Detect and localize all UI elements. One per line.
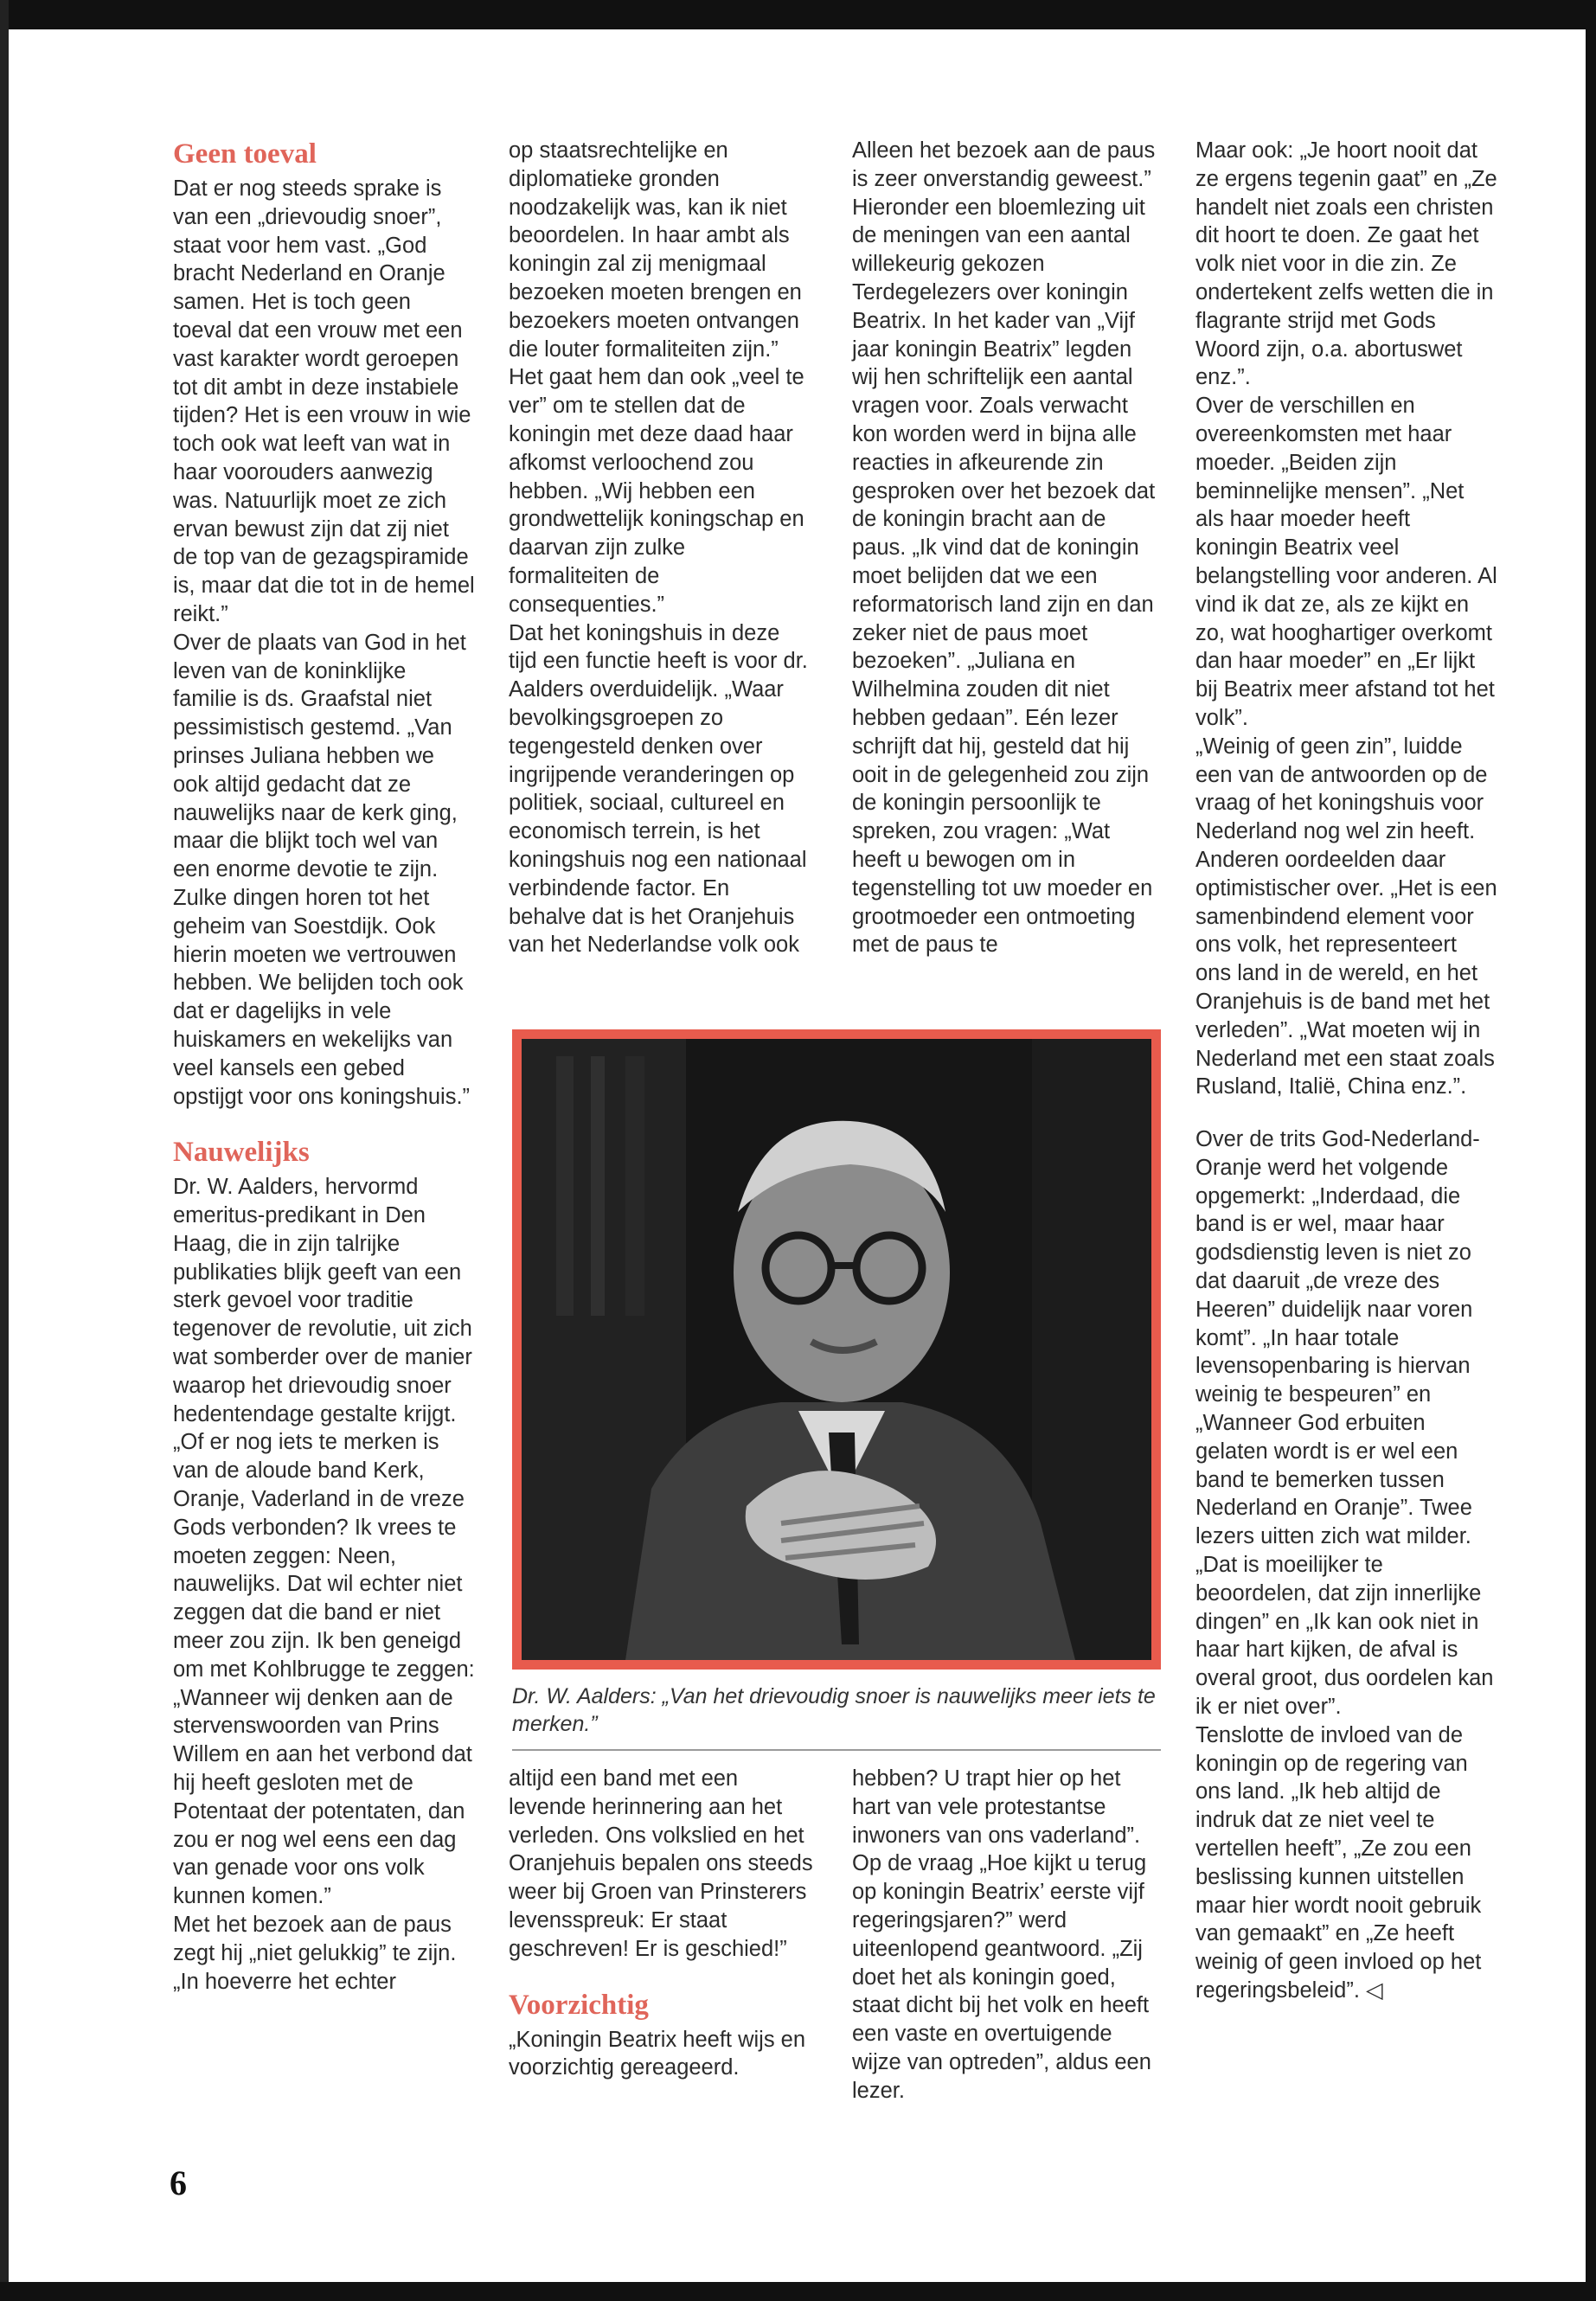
- paragraph: Over de trits God-Nederland-Oranje werd het volgende opgemerkt: „Inderdaad, die band is er wel, maar haar godsdienstig leven is niet zo dat daaruit „de vreze des Heeren” duidelijk naar voren komt”. „In haar totale levensopenbaring is hiervan weinig te bespeuren” en „Wanneer God erbuiten gelaten wordt is er wel een band te bemerken tussen Nederland en Oranje”. Twee lezers uitten zich wat milder. „Dat is moeilijker te beoordelen, dat zijn innerlijke dingen” en „Ik kan ook niet in haar hart kijken, de afval is overal groot, dus oordelen kan ik er niet over”.: [1195, 1127, 1494, 1720]
- paragraph: Met het bezoek aan de paus zegt hij „niet gelukkig” te zijn. „In hoeverre het echter: [173, 1913, 457, 1994]
- column-2: [509, 137, 810, 959]
- heading-geen-toeval: Geen toeval: [173, 138, 317, 170]
- page-frame-left: [0, 0, 9, 2301]
- column-1: [173, 137, 476, 1996]
- portrait-photo: [522, 1039, 1151, 1660]
- paragraph: Dat er nog steeds sprake is van een „drievoudig snoer”, staat voor hem vast. „God bracht Nederland en Oranje samen. Het is toch geen toeval dat een vrouw met een vast karakter wordt geroepen tot dit ambt in deze instabiele tijden? Het is een vrouw in wie toch ook wat leeft van wat in haar voorouders aanwezig was. Natuurlijk moet ze zich ervan bewust zijn dat zij niet de top van de gezagspiramide is, maar dat die tot in de hemel reikt.”: [173, 176, 475, 626]
- paragraph: hebben? U trapt hier op het hart van vele protestantse inwoners van ons vaderland”.: [852, 1766, 1141, 1848]
- paragraph: Maar ook: „Je hoort nooit dat ze ergens tegenin gaat” en „Ze handelt niet zoals een christen dit hoort te doen. Ze gaat het volk niet voor in die zin. Ze ondertekent zelfs wetten die in flagrante strijd met Gods Woord zijn, o.a. abortuswet enz.”.: [1195, 138, 1497, 390]
- paragraph: Tenslotte de invloed van de koningin op de regering van ons land. „Ik heb altijd de indruk dat ze niet veel te vertellen heeft”, „Ze zou een beslissing kunnen uitstellen maar hier wordt nooit gebruik van gemaakt” en „Ze heeft weinig of geen invloed op het regeringsbeleid”. ◁: [1195, 1722, 1482, 2003]
- column-3-lower: [852, 1765, 1163, 2106]
- page-frame-right: [1586, 0, 1596, 2301]
- photo-caption: Dr. W. Aalders: „Van het drievoudig snoer is nauwelijks meer iets te merken.”: [512, 1684, 1156, 1736]
- page-frame-bottom: [0, 2282, 1596, 2301]
- paragraph: Over de verschillen en overeenkomsten met haar moeder. „Beiden zijn beminnelijke mensen”. „Net als haar moeder heeft koningin Beatrix veel belangstelling voor anderen. Al vind ik dat ze, als ze kijkt en zo, wat hooghartiger overkomt dan haar moeder” en „Er lijkt bij Beatrix meer afstand tot het volk”.: [1195, 394, 1497, 730]
- page-number: 6: [170, 2163, 187, 2202]
- paragraph: „Koningin Beatrix heeft wijs en voorzichtig gereageerd.: [509, 2027, 806, 2080]
- heading-voorzichtig: Voorzichtig: [509, 1989, 649, 2021]
- paragraph: Dat het koningshuis in deze tijd een functie heeft is voor dr. Aalders overduidelijk. „Waar bevolkingsgroepen zo tegengesteld denken over ingrijpende veranderingen op politiek, sociaal, cultureel en economisch terrein, is het koningshuis nog een nationaal verbindende factor. En behalve dat is het Oranjehuis van het Nederlandse volk ook: [509, 620, 808, 958]
- paragraph: Hieronder een bloemlezing uit de meningen van een aantal willekeurig gekozen Terdegelezers over koningin Beatrix. In het kader van „Vijf jaar koningin Beatrix” legden wij hen schriftelijk een aantal vragen voor. Zoals verwacht kon worden werd in bijna alle reacties in afkeurende zin gesproken over het bezoek dat de koningin bracht aan de paus. „Ik vind dat de koningin moet belijden dat we een reformatorisch land zijn en dan zeker niet de paus moet bezoeken”. „Juliana en Wilhelmina zouden dit niet hebben gedaan”. Eén lezer schrijft dat hij, gesteld dat hij ooit in de gelegenheid zou zijn de koningin persoonlijk te spreken, zou vragen: „Wat heeft u bewogen om in tegenstelling tot uw moeder en grootmoeder een ontmoeting met de paus te: [852, 195, 1156, 958]
- portrait-photo-frame: [512, 1029, 1161, 1670]
- page-frame-top: [0, 0, 1596, 29]
- paragraph: Op de vraag „Hoe kijkt u terug op koningin Beatrix’ eerste vijf regeringsjaren?” werd uiteenlopend geantwoord. „Zij doet het als koningin goed, staat dicht bij het volk en heeft een vaste en overtuigende wijze van optreden”, aldus een lezer.: [852, 1851, 1151, 2103]
- portrait-illustration: [522, 1039, 1151, 1660]
- caption-divider: [512, 1749, 1161, 1751]
- paragraph: Dr. W. Aalders, hervormd emeritus-predikant in Den Haag, die in zijn talrijke publikaties blijk geeft van een sterk gevoel voor traditie tegenover de revolutie, uit zich wat somberder over de manier waarop het drievoudig snoer hedentendage gestalte krijgt. „Of er nog iets te merken is van de aloude band Kerk, Oranje, Vaderland in de vreze Gods verbonden? Ik vrees te moeten zeggen: Neen, nauwelijks. Dat wil echter niet zeggen dat die band er niet meer zou zijn. Ik ben geneigd om met Kohlbrugge te zeggen: „Wanneer wij denken aan de stervenswoorden van Prins Willem en aan het verbond dat hij heeft gesloten met de Potentaat der potentaten, dan zou er nog wel eens een dag van genade voor ons volk kunnen komen.”: [173, 1175, 475, 1909]
- paragraph: Alleen het bezoek aan de paus is zeer onverstandig geweest.”: [852, 138, 1156, 191]
- paragraph: Het gaat hem dan ook „veel te ver” om te stellen dat de koningin met deze daad haar afkomst verloochend zou hebben. „Wij hebben een grondwettelijk koningschap en daarvan zijn zulke formaliteiten de consequenties.”: [509, 365, 804, 617]
- paragraph: „Weinig of geen zin”, luidde een van de antwoorden op de vraag of het koningshuis voor Nederland nog wel zin heeft. Anderen oordeelden daar optimistischer over. „Het is een samenbindend element voor ons volk, het representeert ons land in de wereld, en het Oranjehuis is de band met het verleden”. „Wat moeten wij in Nederland met een staat zoals Rusland, Italië, China enz.”.: [1195, 734, 1497, 1099]
- column-3: [852, 137, 1163, 959]
- column-4: [1195, 137, 1498, 2005]
- paragraph: Over de plaats van God in het leven van de koninklijke familie is ds. Graafstal niet pessimistisch gestemd. „Van prinses Juliana hebben we ook altijd gedacht dat ze nauwelijks naar de kerk ging, maar die blijkt toch wel van een enorme devotie te zijn. Zulke dingen horen tot het geheim van Soestdijk. Ook hierin moeten we vertrouwen hebben. We belijden toch ook dat er dagelijks in vele huiskamers en wekelijks van veel kansels een gebed opstijgt voor ons koningshuis.”: [173, 630, 471, 1109]
- heading-nauwelijks: Nauwelijks: [173, 1137, 310, 1169]
- paragraph: op staatsrechtelijke en diplomatieke gronden noodzakelijk was, kan ik niet beoordelen. In haar ambt als koningin zal zij menigmaal bezoeken moeten brengen en bezoekers moeten ontvangen die louter formaliteiten zijn.”: [509, 138, 802, 362]
- column-2-lower: [509, 1765, 816, 2082]
- paragraph: altijd een band met een levende herinnering aan het verleden. Ons volkslied en het Oranjehuis bepalen ons steeds weer bij Groen van Prinsterers levensspreuk: Er staat geschreven! Er is geschied!”: [509, 1766, 813, 1961]
